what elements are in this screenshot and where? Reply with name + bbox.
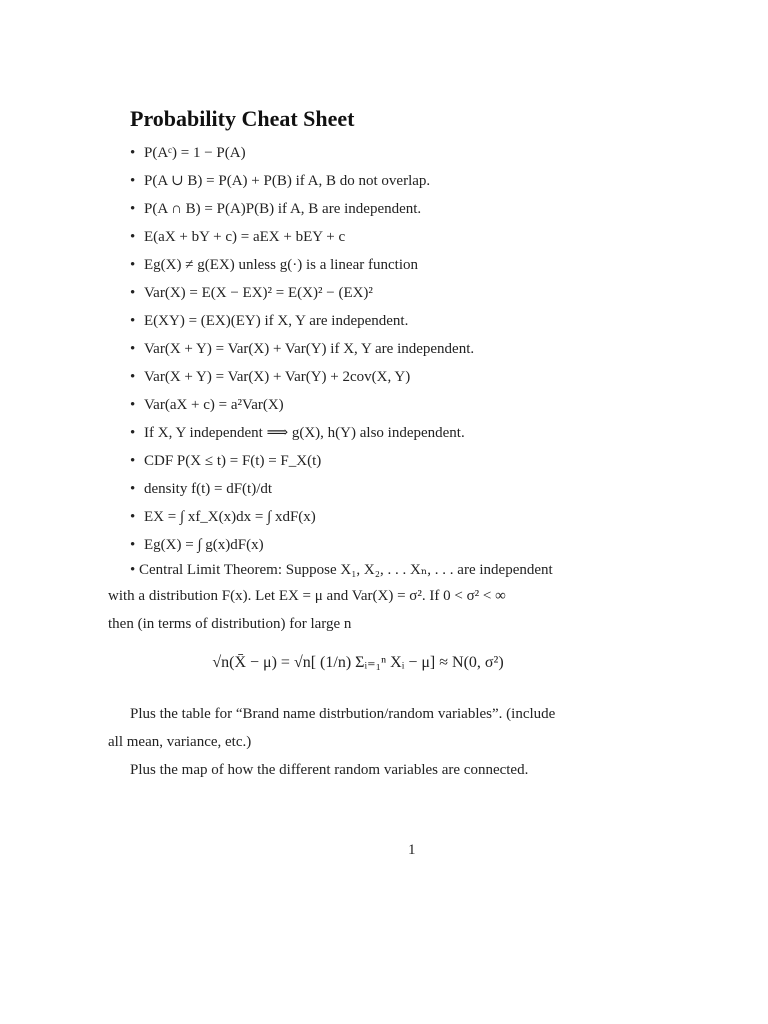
list-item-text: E(aX + bY + c) = aEX + bEY + c (144, 229, 346, 245)
list-item-text: EX = ∫ xf_X(x)dx = ∫ xdF(x) (144, 509, 316, 525)
page-title: Probability Cheat Sheet (130, 106, 355, 131)
bullet-icon: • (130, 537, 136, 553)
list-item-text: density f(t) = dF(t)/dt (144, 481, 273, 497)
bullet-icon: • (130, 145, 136, 161)
list-item-text: P(A ∩ B) = P(A)P(B) if A, B are independent. (144, 201, 422, 217)
page-number: 1 (408, 842, 416, 858)
bullet-icon: • (130, 229, 136, 245)
list-item (130, 419, 610, 447)
bullet-icon: • (130, 173, 136, 189)
bullet-icon: • (130, 313, 136, 329)
list-item (130, 139, 610, 167)
clt-paragraph-line-3: then (in terms of distribution) for large n (108, 616, 352, 632)
list-item-text: E(XY) = (EX)(EY) if X, Y are independent. (144, 313, 409, 329)
list-item-text: Var(aX + c) = a²Var(X) (144, 397, 284, 413)
list-item-text: If X, Y independent ⟹ g(X), h(Y) also independent. (144, 425, 465, 441)
list-item-text: P(A ∪ B) = P(A) + P(B) if A, B do not overlap. (144, 173, 431, 189)
bullet-icon: • (130, 341, 136, 357)
list-item (130, 195, 610, 223)
list-item (130, 447, 610, 475)
bullet-icon: • (130, 481, 136, 497)
list-item-text: Var(X) = E(X − EX)² = E(X)² − (EX)² (144, 285, 373, 301)
bullet-icon: • (130, 453, 136, 469)
list-item (130, 223, 610, 251)
bullet-icon: • (130, 509, 136, 525)
bullet-icon: • (130, 285, 136, 301)
list-item (130, 251, 610, 279)
bullet-icon: • (130, 425, 136, 441)
list-item (130, 335, 610, 363)
bullet-icon: • (130, 201, 136, 217)
clt-paragraph-line-1: • Central Limit Theorem: Suppose X₁, X₂, . . . Xₙ, . . . are independent (130, 562, 553, 578)
bullet-icon: • (130, 257, 136, 273)
map-note: Plus the map of how the different random variables are connected. (130, 762, 529, 778)
list-item-text: CDF P(X ≤ t) = F(t) = F_X(t) (144, 453, 322, 469)
list-item-text: Eg(X) ≠ g(EX) unless g(·) is a linear function (144, 257, 418, 273)
list-item (130, 475, 610, 503)
clt-formula: √n(X̄ − μ) = √n[ (1/n) Σᵢ₌₁ⁿ Xᵢ − μ] ≈ N(0, σ²) (212, 654, 504, 671)
list-item (130, 391, 610, 419)
list-item (130, 363, 610, 391)
list-item (130, 503, 610, 531)
bullet-icon: • (130, 369, 136, 385)
list-item-text: P(Aᶜ) = 1 − P(A) (144, 145, 246, 161)
list-item (130, 167, 610, 195)
list-item (130, 307, 610, 335)
list-item-text: Eg(X) = ∫ g(x)dF(x) (144, 537, 264, 553)
table-note-line-2: all mean, variance, etc.) (108, 734, 252, 750)
list-item (130, 279, 610, 307)
formula-list (130, 139, 610, 559)
list-item-text: Var(X + Y) = Var(X) + Var(Y) if X, Y are independent. (144, 341, 475, 357)
list-item-text: Var(X + Y) = Var(X) + Var(Y) + 2cov(X, Y) (144, 369, 411, 385)
list-item (130, 531, 610, 559)
table-note-line-1: Plus the table for “Brand name distrbution/random variables”. (include (130, 706, 556, 722)
clt-paragraph-line-2: with a distribution F(x). Let EX = μ and Var(X) = σ². If 0 < σ² < ∞ (108, 588, 506, 604)
bullet-icon: • (130, 397, 136, 413)
